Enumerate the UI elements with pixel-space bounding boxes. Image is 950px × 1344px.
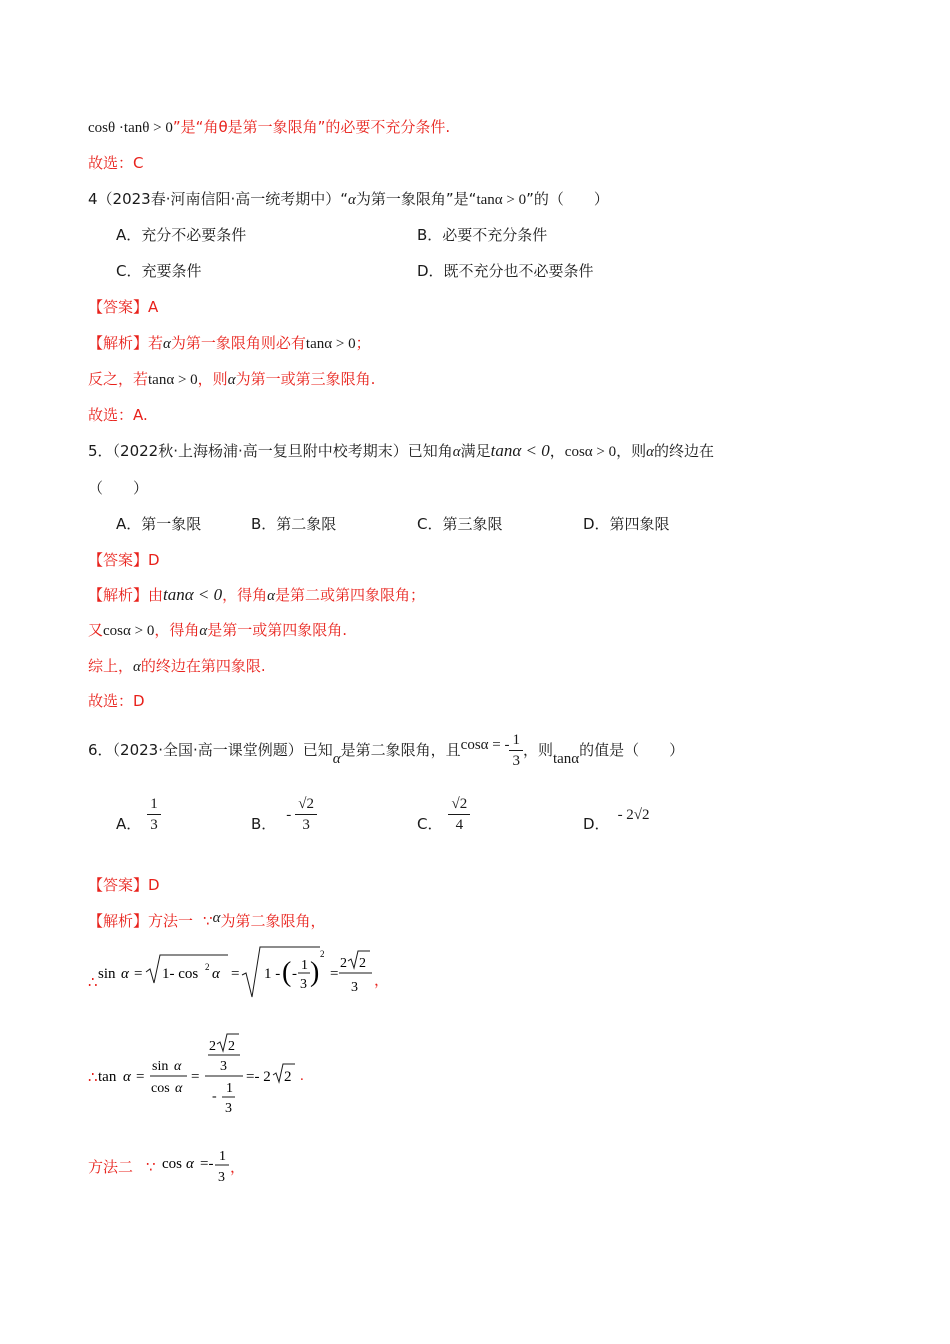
svg-text:(: (	[282, 957, 292, 988]
q6-option-a-num: 1	[147, 795, 161, 815]
q4-answer: 【答案】A	[88, 298, 159, 316]
svg-text:-: -	[212, 1089, 217, 1104]
q5-alpha: α	[646, 444, 655, 460]
q6-option-c	[417, 790, 470, 838]
q6-tan: tanα	[552, 751, 580, 767]
q6-fraction	[509, 731, 523, 770]
q5-stem-mid: 满足	[460, 442, 491, 460]
q5-analysis-line1	[88, 584, 425, 607]
svg-text:): )	[310, 957, 320, 988]
svg-text:2: 2	[340, 956, 347, 971]
q4-stem-suffix: ”的（ ）	[526, 190, 609, 208]
svg-text:cos: cos	[162, 1156, 182, 1172]
q4-analysis-formula: tanα > 0	[305, 336, 356, 352]
q5-analysis-formula: tanα < 0	[163, 585, 223, 604]
q4-option-d: D．既不充分也不必要条件	[417, 262, 594, 280]
q6-method2-label: 方法二	[88, 1158, 134, 1176]
q4-stem	[88, 188, 609, 211]
q5-analysis-text: 综上，	[88, 657, 134, 675]
svg-text:3: 3	[218, 1170, 225, 1185]
svg-text:=-: =-	[200, 1156, 214, 1172]
q6-because-symbol: ∵	[203, 912, 213, 930]
svg-text:sin: sin	[152, 1059, 169, 1074]
svg-text:α: α	[123, 1069, 131, 1085]
q5-stem-prefix: 5．（2022秋·上海杨浦·高一复旦附中校考期末）已知角	[88, 442, 453, 460]
q4-analysis-text: 为第一象限角则必有	[170, 334, 306, 352]
svg-text:1- cos: 1- cos	[162, 966, 199, 982]
q5-formula-cos: cosα > 0	[564, 444, 617, 460]
q3-choice: 故选：C	[88, 154, 144, 172]
q6-method2-end: ，	[230, 1158, 246, 1176]
q5-analysis-text: ，得角	[222, 586, 268, 604]
q5-analysis-formula: cosα > 0	[103, 623, 155, 639]
q4-option-b: B．必要不充分条件	[417, 226, 548, 244]
q5-analysis-line3	[88, 655, 266, 678]
q4-analysis-line1	[88, 332, 371, 355]
q6-option-a	[116, 790, 161, 838]
q5-analysis-text: ，得角	[154, 621, 200, 639]
q4-option-a: A．充分不必要条件	[116, 226, 247, 244]
svg-text:1 -: 1 -	[264, 966, 281, 982]
svg-text:α: α	[175, 1081, 183, 1096]
q5-stem-suffix: ，则	[616, 442, 647, 460]
q4-analysis-text: 为第一或第三象限角.	[235, 370, 376, 388]
q6-option-a-label: A．	[116, 815, 142, 833]
q6-analysis-text: 为第二象限角，	[220, 912, 326, 930]
q6-fraction-numerator: 1	[509, 731, 523, 751]
q4-alpha: α	[348, 192, 356, 208]
q5-analysis-alpha: α	[199, 623, 208, 639]
svg-text:2: 2	[228, 1039, 235, 1054]
q5-analysis-text: 是第一或第四象限角.	[207, 621, 348, 639]
q6-option-c-label: C．	[417, 815, 443, 833]
svg-text:=: =	[330, 966, 339, 982]
svg-text:1: 1	[219, 1149, 226, 1164]
svg-text:3: 3	[225, 1101, 232, 1116]
q6-option-b-sign: -	[286, 807, 292, 823]
q6-tan-end: .	[300, 1068, 304, 1084]
svg-text:α: α	[212, 966, 220, 982]
q6-stem-mid: 是第二象限角，且	[340, 741, 461, 759]
q4-option-c: C．充要条件	[116, 262, 202, 280]
q6-option-a-den: 3	[150, 817, 158, 833]
q6-therefore-symbol: ∴	[88, 1070, 98, 1086]
q5-analysis-text: 的终边在第四象限.	[140, 657, 266, 675]
q6-therefore-symbol: ∴	[88, 975, 98, 991]
q6-stem-prefix: 6．（2023·全国·高一课堂例题）已知	[88, 741, 333, 759]
svg-text:=: =	[191, 1069, 200, 1085]
svg-text:=: =	[231, 966, 240, 982]
q5-option-b: B．第二象限	[251, 515, 337, 533]
q6-tan-formula	[88, 1032, 328, 1122]
svg-text:sin: sin	[98, 966, 116, 982]
svg-text:3: 3	[351, 980, 358, 995]
q6-sin-derivation	[88, 945, 398, 1005]
q4-analysis-text: 若	[148, 334, 164, 352]
q6-fraction-denominator: 3	[512, 753, 520, 769]
svg-text:2: 2	[320, 949, 325, 959]
q4-analysis-formula: tanα > 0	[148, 372, 198, 388]
q6-analysis-line1	[88, 910, 325, 933]
q6-cos-lhs: cosα = -	[460, 737, 510, 753]
q6-option-b-label: B．	[251, 815, 277, 833]
q4-analysis-alpha: α	[227, 372, 236, 388]
q6-stem-suffix: 的值是（ ）	[579, 741, 685, 759]
svg-text:3: 3	[220, 1059, 227, 1074]
svg-text:2: 2	[284, 1069, 292, 1085]
q6-alpha: α	[332, 751, 341, 767]
svg-text:-: -	[292, 966, 297, 982]
q4-analysis-text: 反之，若	[88, 370, 149, 388]
q6-option-b-den: 3	[302, 817, 310, 833]
q6-option-d-label: D．	[583, 815, 610, 833]
q5-option-d: D．第四象限	[583, 515, 670, 533]
q4-analysis-label: 【解析】	[88, 334, 149, 352]
q3-conclusion-line	[88, 116, 450, 139]
q5-sep: ，	[549, 442, 565, 460]
q4-analysis-alpha: α	[163, 336, 171, 352]
q5-analysis-alpha: α	[133, 659, 141, 675]
q4-analysis-text: ；	[355, 334, 371, 352]
q6-option-c-fraction	[448, 795, 470, 834]
svg-text:cos: cos	[151, 1081, 170, 1096]
svg-text:α: α	[174, 1059, 182, 1074]
q5-analysis-label: 【解析】	[88, 586, 149, 604]
q6-answer: 【答案】D	[88, 876, 160, 894]
q5-formula-tan: tanα < 0	[490, 441, 550, 460]
q5-stem-line2: （ ）	[88, 479, 149, 497]
q3-conclusion-text: ”是“角θ是第一象限角”的必要不充分条件.	[172, 118, 451, 136]
svg-text:=- 2: =- 2	[246, 1069, 271, 1085]
q5-option-a: A．第一象限	[116, 515, 202, 533]
q4-analysis-text: ，则	[197, 370, 228, 388]
q6-option-b	[251, 790, 317, 839]
svg-text:2: 2	[205, 962, 210, 972]
q3-formula: cosθ ·tanθ > 0	[88, 120, 173, 136]
q5-option-c: C．第三象限	[417, 515, 503, 533]
q6-option-d	[583, 790, 650, 839]
q6-sin-formula	[88, 945, 398, 1005]
svg-text:tan: tan	[98, 1069, 117, 1085]
q4-analysis-line2	[88, 368, 375, 391]
q6-stem-then: ，则	[522, 741, 553, 759]
q6-option-b-num: √2	[295, 795, 317, 815]
q4-stem-prefix: 4（2023春·河南信阳·高一统考期中）“	[88, 190, 349, 208]
q5-analysis-alpha: α	[267, 588, 276, 604]
q5-choice: 故选：D	[88, 692, 145, 710]
q5-analysis-text: 是第二或第四象限角；	[275, 586, 426, 604]
q5-analysis-text: 又	[88, 621, 104, 639]
q4-stem-mid: 为第一象限角”是“	[355, 190, 477, 208]
q4-choice: 故选：A.	[88, 406, 148, 424]
q6-option-b-fraction	[295, 795, 317, 834]
svg-text:1: 1	[226, 1081, 233, 1096]
svg-text:2: 2	[359, 956, 366, 971]
q6-analysis-label: 【解析】方法一	[88, 912, 194, 930]
q6-option-a-fraction	[147, 795, 161, 834]
q6-tan-derivation	[88, 1032, 328, 1122]
q5-answer: 【答案】D	[88, 551, 160, 569]
q6-option-c-num: √2	[448, 795, 470, 815]
svg-text:α: α	[186, 1156, 194, 1172]
q6-because-symbol: ∵	[146, 1158, 156, 1176]
q5-stem-end: 的终边在	[654, 442, 715, 460]
q6-option-d-value: - 2√2	[617, 807, 650, 823]
q5-stem	[88, 440, 714, 463]
svg-text:1: 1	[301, 958, 308, 973]
svg-text:α: α	[121, 966, 129, 982]
q6-sin-end: ，	[374, 973, 390, 989]
q6-option-c-den: 4	[455, 817, 464, 833]
svg-text:=: =	[136, 1069, 145, 1085]
q6-stem	[88, 730, 684, 771]
q5-analysis-text: 由	[148, 586, 164, 604]
q5-alpha: α	[452, 444, 461, 460]
q6-analysis-alpha: α	[212, 910, 221, 926]
q5-analysis-line2	[88, 619, 347, 642]
q4-formula: tanα > 0	[476, 192, 527, 208]
svg-text:3: 3	[300, 977, 307, 992]
svg-text:2: 2	[209, 1039, 216, 1054]
svg-text:=: =	[134, 966, 143, 982]
